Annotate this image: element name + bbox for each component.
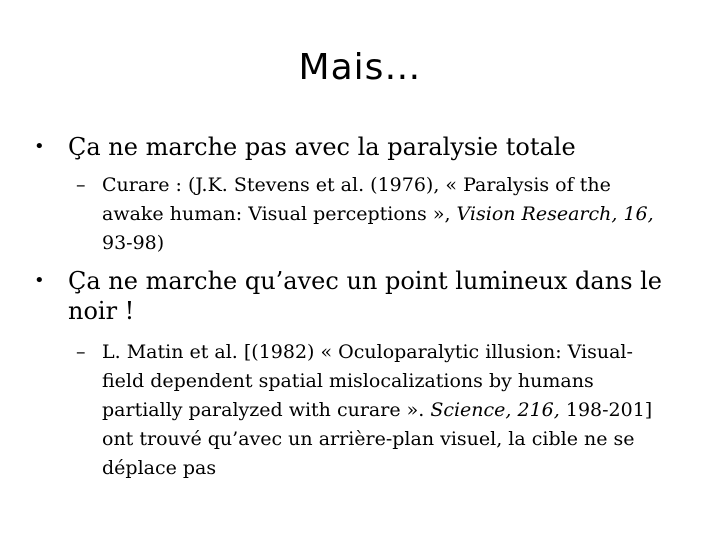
- citation-pages: 198-201] ont trouvé qu’avec un arrière-plan visuel, la cible ne se déplace pas: [102, 399, 653, 479]
- bullet-marker: •: [34, 136, 45, 157]
- sub-bullet-text: [102, 338, 672, 483]
- journal-name: Science, 216,: [430, 399, 560, 421]
- dash-marker: –: [76, 174, 86, 196]
- bullet-point-1: [34, 132, 688, 162]
- sub-bullet-text: [102, 171, 672, 258]
- dash-marker: –: [76, 341, 86, 363]
- journal-name: Vision Research, 16,: [456, 203, 654, 225]
- sub-bullet-1: [76, 171, 672, 258]
- bullet-text: Ça ne marche qu’avec un point lumineux dans le noir !: [68, 267, 663, 325]
- slide-title: Mais…: [298, 47, 422, 88]
- citation-text: L. Matin et al. [(1982) « Oculoparalytic illusion: Visual-field dependent spatial mislocalizations by humans partially paralyzed with curare ».: [102, 341, 633, 421]
- citation-text: Curare : (J.K. Stevens et al. (1976), « Paralysis of the awake human: Visual perceptions »,: [102, 174, 611, 225]
- sub-bullet-2: [76, 338, 672, 483]
- bullet-text: Ça ne marche pas avec la paralysie totale: [68, 133, 576, 161]
- bullet-marker: •: [34, 270, 45, 291]
- bullet-point-2: [34, 266, 688, 326]
- citation-pages: 93-98): [102, 232, 165, 254]
